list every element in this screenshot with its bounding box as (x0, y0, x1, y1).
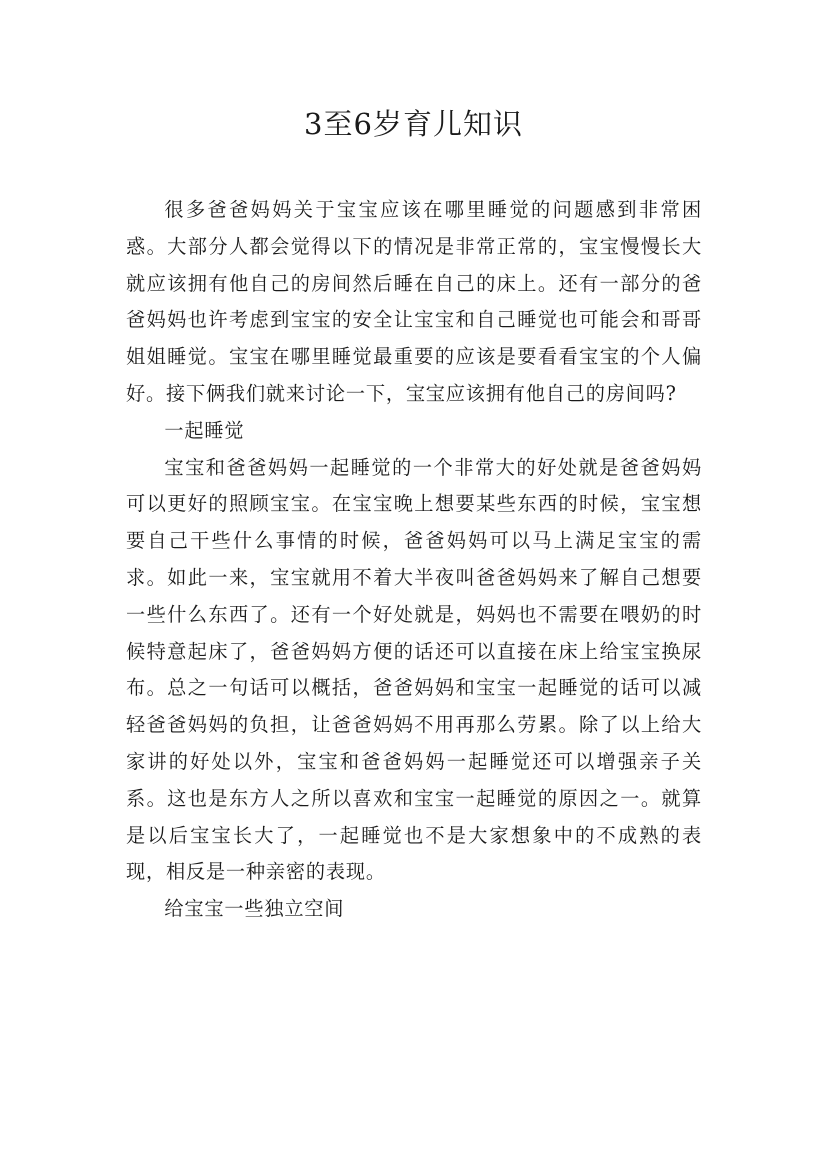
section-heading-independent-space: 给宝宝一些独立空间 (164, 897, 345, 921)
section-heading-sleep-together: 一起睡觉 (164, 418, 245, 442)
intro-paragraph: 很多爸爸妈妈关于宝宝应该在哪里睡觉的问题感到非常困惑。大部分人都会觉得以下的情况是非常正常的，宝宝慢慢长大就应该拥有他自己的房间然后睡在自己的床上。还有一部分的爸爸妈妈也许考虑到宝宝的安全让宝宝和自己睡觉也可能会和哥哥姐姐睡觉。宝宝在哪里睡觉最重要的应该是要看看宝宝的个人偏好。接下俩我们就来讨论一下，宝宝应该拥有他自己的房间吗? (126, 198, 702, 405)
sleep-together-paragraph: 宝宝和爸爸妈妈一起睡觉的一个非常大的好处就是爸爸妈妈可以更好的照顾宝宝。在宝宝晚上想要某些东西的时候，宝宝想要自己干些什么事情的时候，爸爸妈妈可以马上满足宝宝的需求。如此一来，宝宝就用不着大半夜叫爸爸妈妈来了解自己想要一些什么东西了。还有一个好处就是，妈妈也不需要在喂奶的时候特意起床了，爸爸妈妈方便的话还可以直接在床上给宝宝换尿布。总之一句话可以概括，爸爸妈妈和宝宝一起睡觉的话可以减轻爸爸妈妈的负担，让爸爸妈妈不用再那么劳累。除了以上给大家讲的好处以外，宝宝和爸爸妈妈一起睡觉还可以增强亲子关系。这也是东方人之所以喜欢和宝宝一起睡觉的原因之一。就算是以后宝宝长大了，一起睡觉也不是大家想象中的不成熟的表现，相反是一种亲密的表现。 (126, 455, 702, 884)
document-body (126, 192, 702, 928)
document-title: 3至6岁育儿知识 (304, 107, 523, 141)
